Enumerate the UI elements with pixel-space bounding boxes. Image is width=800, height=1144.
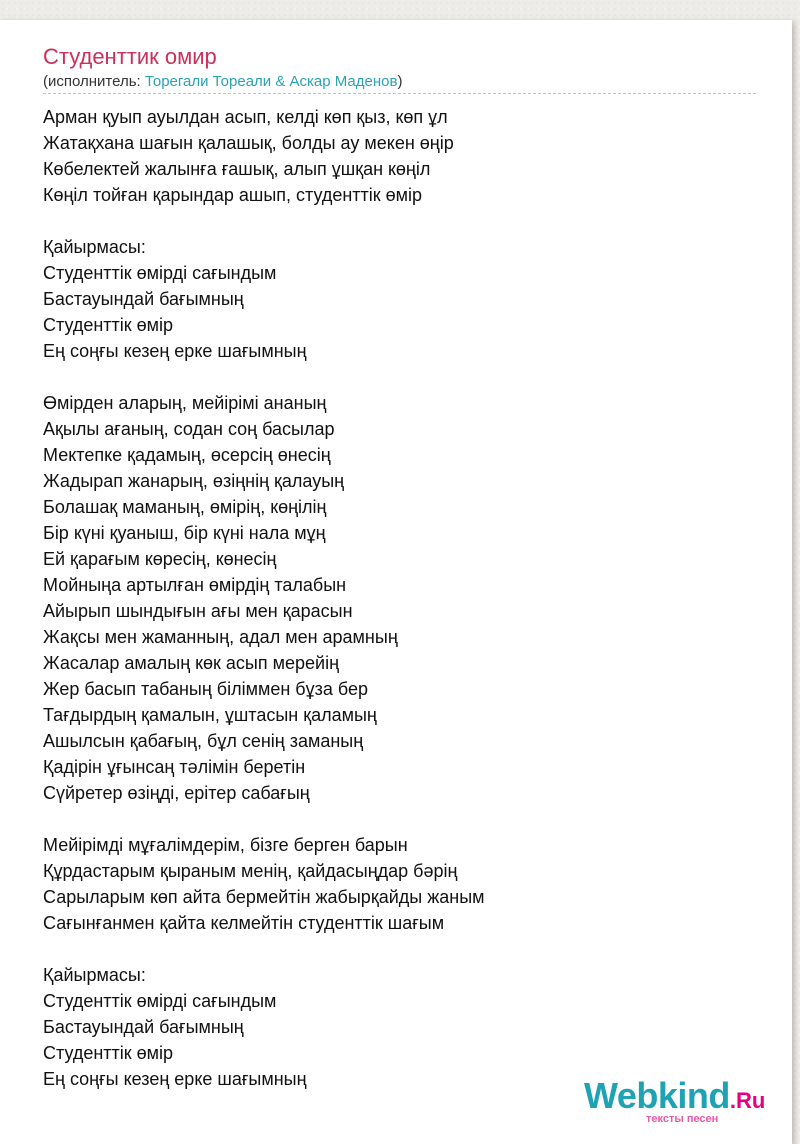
lyrics-stanza <box>43 962 763 1092</box>
lyric-line: Сағынғанмен қайта келмейтін студенттік шағым <box>43 913 445 933</box>
lyric-line: Ей қарағым көресің, көнесің <box>43 549 277 569</box>
webkind-logo[interactable] <box>584 1075 766 1125</box>
lyric-line: Студенттік өмірді сағындым <box>43 991 277 1011</box>
lyrics-stanza <box>43 234 763 364</box>
lyric-line: Сүйретер өзіңді, ерітер сабағың <box>43 783 310 803</box>
header-divider <box>43 93 756 94</box>
lyric-line: Сарыларым көп айта бермейтін жабырқайды жаным <box>43 887 485 907</box>
lyric-line: Қайырмасы: <box>43 965 146 985</box>
lyric-line: Тағдырдың қамалын, ұштасын қаламың <box>43 705 377 725</box>
logo-tld: .Ru <box>729 1088 766 1113</box>
lyric-line: Құрдастарым қыраным менің, қайдасыңдар бәрің <box>43 861 458 881</box>
lyric-line: Мектепке қадамың, өсерсің өнесің <box>43 445 331 465</box>
lyric-line: Қадірін ұғынсаң тәлімін беретін <box>43 757 306 777</box>
lyric-line: Жер басып табаның біліммен бұза бер <box>43 679 369 699</box>
artist-line <box>43 73 402 91</box>
artist-prefix: (исполнитель: <box>43 73 145 90</box>
lyrics-body <box>43 104 766 1118</box>
logo-tagline: тексты песен <box>646 1113 719 1125</box>
lyric-line: Көбелектей жалынға ғашық, алып ұшқан көңіл <box>43 159 431 179</box>
artist-suffix: ) <box>397 73 403 90</box>
lyric-line: Ақылы ағаның, содан соң басылар <box>43 419 335 439</box>
lyrics-stanza <box>43 390 763 806</box>
lyric-line: Ең соңғы кезең ерке шағымның <box>43 341 307 361</box>
lyric-line: Көңіл тойған қарындар ашып, студенттік өмір <box>43 185 423 205</box>
lyric-line: Ашылсын қабағың, бұл сенің заманың <box>43 731 364 751</box>
lyric-line: Мейірімді мұғалімдерім, бізге берген барын <box>43 835 408 855</box>
lyric-line: Бастауындай бағымның <box>43 289 244 309</box>
lyric-line: Студенттік өмірді сағындым <box>43 263 277 283</box>
lyric-line: Бастауындай бағымның <box>43 1017 244 1037</box>
lyric-line: Жасалар амалың көк асып мерейің <box>43 653 340 673</box>
lyric-line: Жақсы мен жаманның, адал мен арамның <box>43 627 398 647</box>
lyric-line: Жатақхана шағын қалашық, болды ау мекен өңір <box>43 133 454 153</box>
logo-name: Webkind <box>584 1075 730 1116</box>
lyric-line: Жадырап жанарың, өзіңнің қалауың <box>43 471 345 491</box>
lyric-line: Студенттік өмір <box>43 315 174 335</box>
lyric-line: Бір күні қуаныш, бір күні нала мұң <box>43 523 326 543</box>
lyric-line: Өмірден аларың, мейірімі ананың <box>43 393 327 413</box>
lyric-line: Ең соңғы кезең ерке шағымның <box>43 1069 307 1089</box>
lyrics-stanza <box>43 104 763 208</box>
lyric-line: Мойныңа артылған өмірдің талабын <box>43 575 347 595</box>
lyric-line: Болашақ маманың, өмірің, көңілің <box>43 497 327 517</box>
lyrics-stanza <box>43 832 763 936</box>
artist-link[interactable]: Торегали Тореали & Аскар Маденов <box>144 73 398 90</box>
song-title: Студенттик омир <box>43 44 217 69</box>
lyric-line: Айырып шындығын ағы мен қарасын <box>43 601 353 621</box>
lyric-line: Қайырмасы: <box>43 237 146 257</box>
lyric-line: Арман қуып ауылдан асып, келді көп қыз, көп ұл <box>43 107 448 127</box>
lyric-line: Студенттік өмір <box>43 1043 174 1063</box>
